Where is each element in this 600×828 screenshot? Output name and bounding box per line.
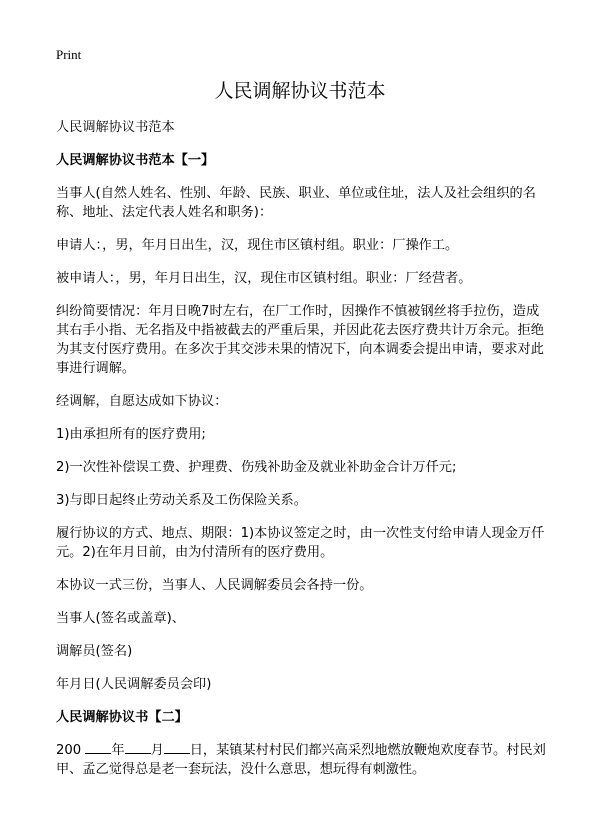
year-suffix: 年 xyxy=(111,743,125,758)
respondent-info: 被申请人：，男，年月日出生，汉，现住市区镇村组。职业：厂经营者。 xyxy=(56,271,472,286)
document-subtitle: 人民调解协议书范本 xyxy=(56,120,175,135)
page-title: 人民调解协议书范本 xyxy=(214,80,386,102)
day-blank xyxy=(164,741,190,754)
document-body xyxy=(56,118,550,779)
party-signature-line: 当事人(签名或盖章)、 xyxy=(56,611,185,626)
date-seal-line: 年月日(人民调解委员会印) xyxy=(56,677,212,692)
copies-statement: 本协议一式三份，当事人、人民调解委员会各持一份。 xyxy=(56,578,373,593)
year-blank xyxy=(85,741,111,754)
month-suffix: 月 xyxy=(150,743,164,758)
year-prefix: 200 xyxy=(56,743,82,758)
agreement-item-1: 1)由承担所有的医疗费用; xyxy=(56,427,206,442)
month-blank xyxy=(125,741,151,754)
parties-intro: 当事人(自然人姓名、性别、年龄、民族、职业、单位或住址，法人及社会组织的名称、地址、法定代表人姓名和职务)： xyxy=(56,186,536,220)
print-link[interactable]: Print xyxy=(56,47,82,62)
section-heading-2: 人民调解协议书【二】 xyxy=(56,710,188,725)
section2-paragraph xyxy=(56,741,550,779)
section-heading-1: 人民调解协议书范本【一】 xyxy=(56,153,215,168)
section2-text: 某镇某村村民们都兴高采烈地燃放鞭炮欢度春节。村民刘甲、孟乙觉得总是老一套玩法，没什么意思，想玩得有刺激性。 xyxy=(56,743,546,777)
agreement-item-2: 2)一次性补偿误工费、护理费、伤残补助金及就业补助金合计万仟元; xyxy=(56,460,457,475)
dispute-summary: 纠纷简要情况：年月日晚7时左右，在厂工作时，因操作不慎被钢丝将手拉伤，造成其右手小指、无名指及中指被截去的严重后果，并因此花去医疗费共计万余元。拒绝为其支付医疗费用。在多次于其交涉未果的情况下，向本调委会提出申请，要求对此事进行调解。 xyxy=(56,304,544,376)
agreement-item-3: 3)与即日起终止劳动关系及工伤保险关系。 xyxy=(56,493,307,508)
mediator-signature-line: 调解员(签名) xyxy=(56,644,133,659)
performance-terms: 履行协议的方式、地点、期限：1)本协议签定之时，由一次性支付给申请人现金万仟元。2)在年月日前，由为付清所有的医疗费用。 xyxy=(56,526,545,560)
applicant-info: 申请人：，男，年月日出生，汉，现住市区镇村组。职业：厂操作工。 xyxy=(56,238,459,253)
day-suffix: 日， xyxy=(189,743,217,758)
agreement-intro: 经调解，自愿达成如下协议： xyxy=(56,394,228,409)
